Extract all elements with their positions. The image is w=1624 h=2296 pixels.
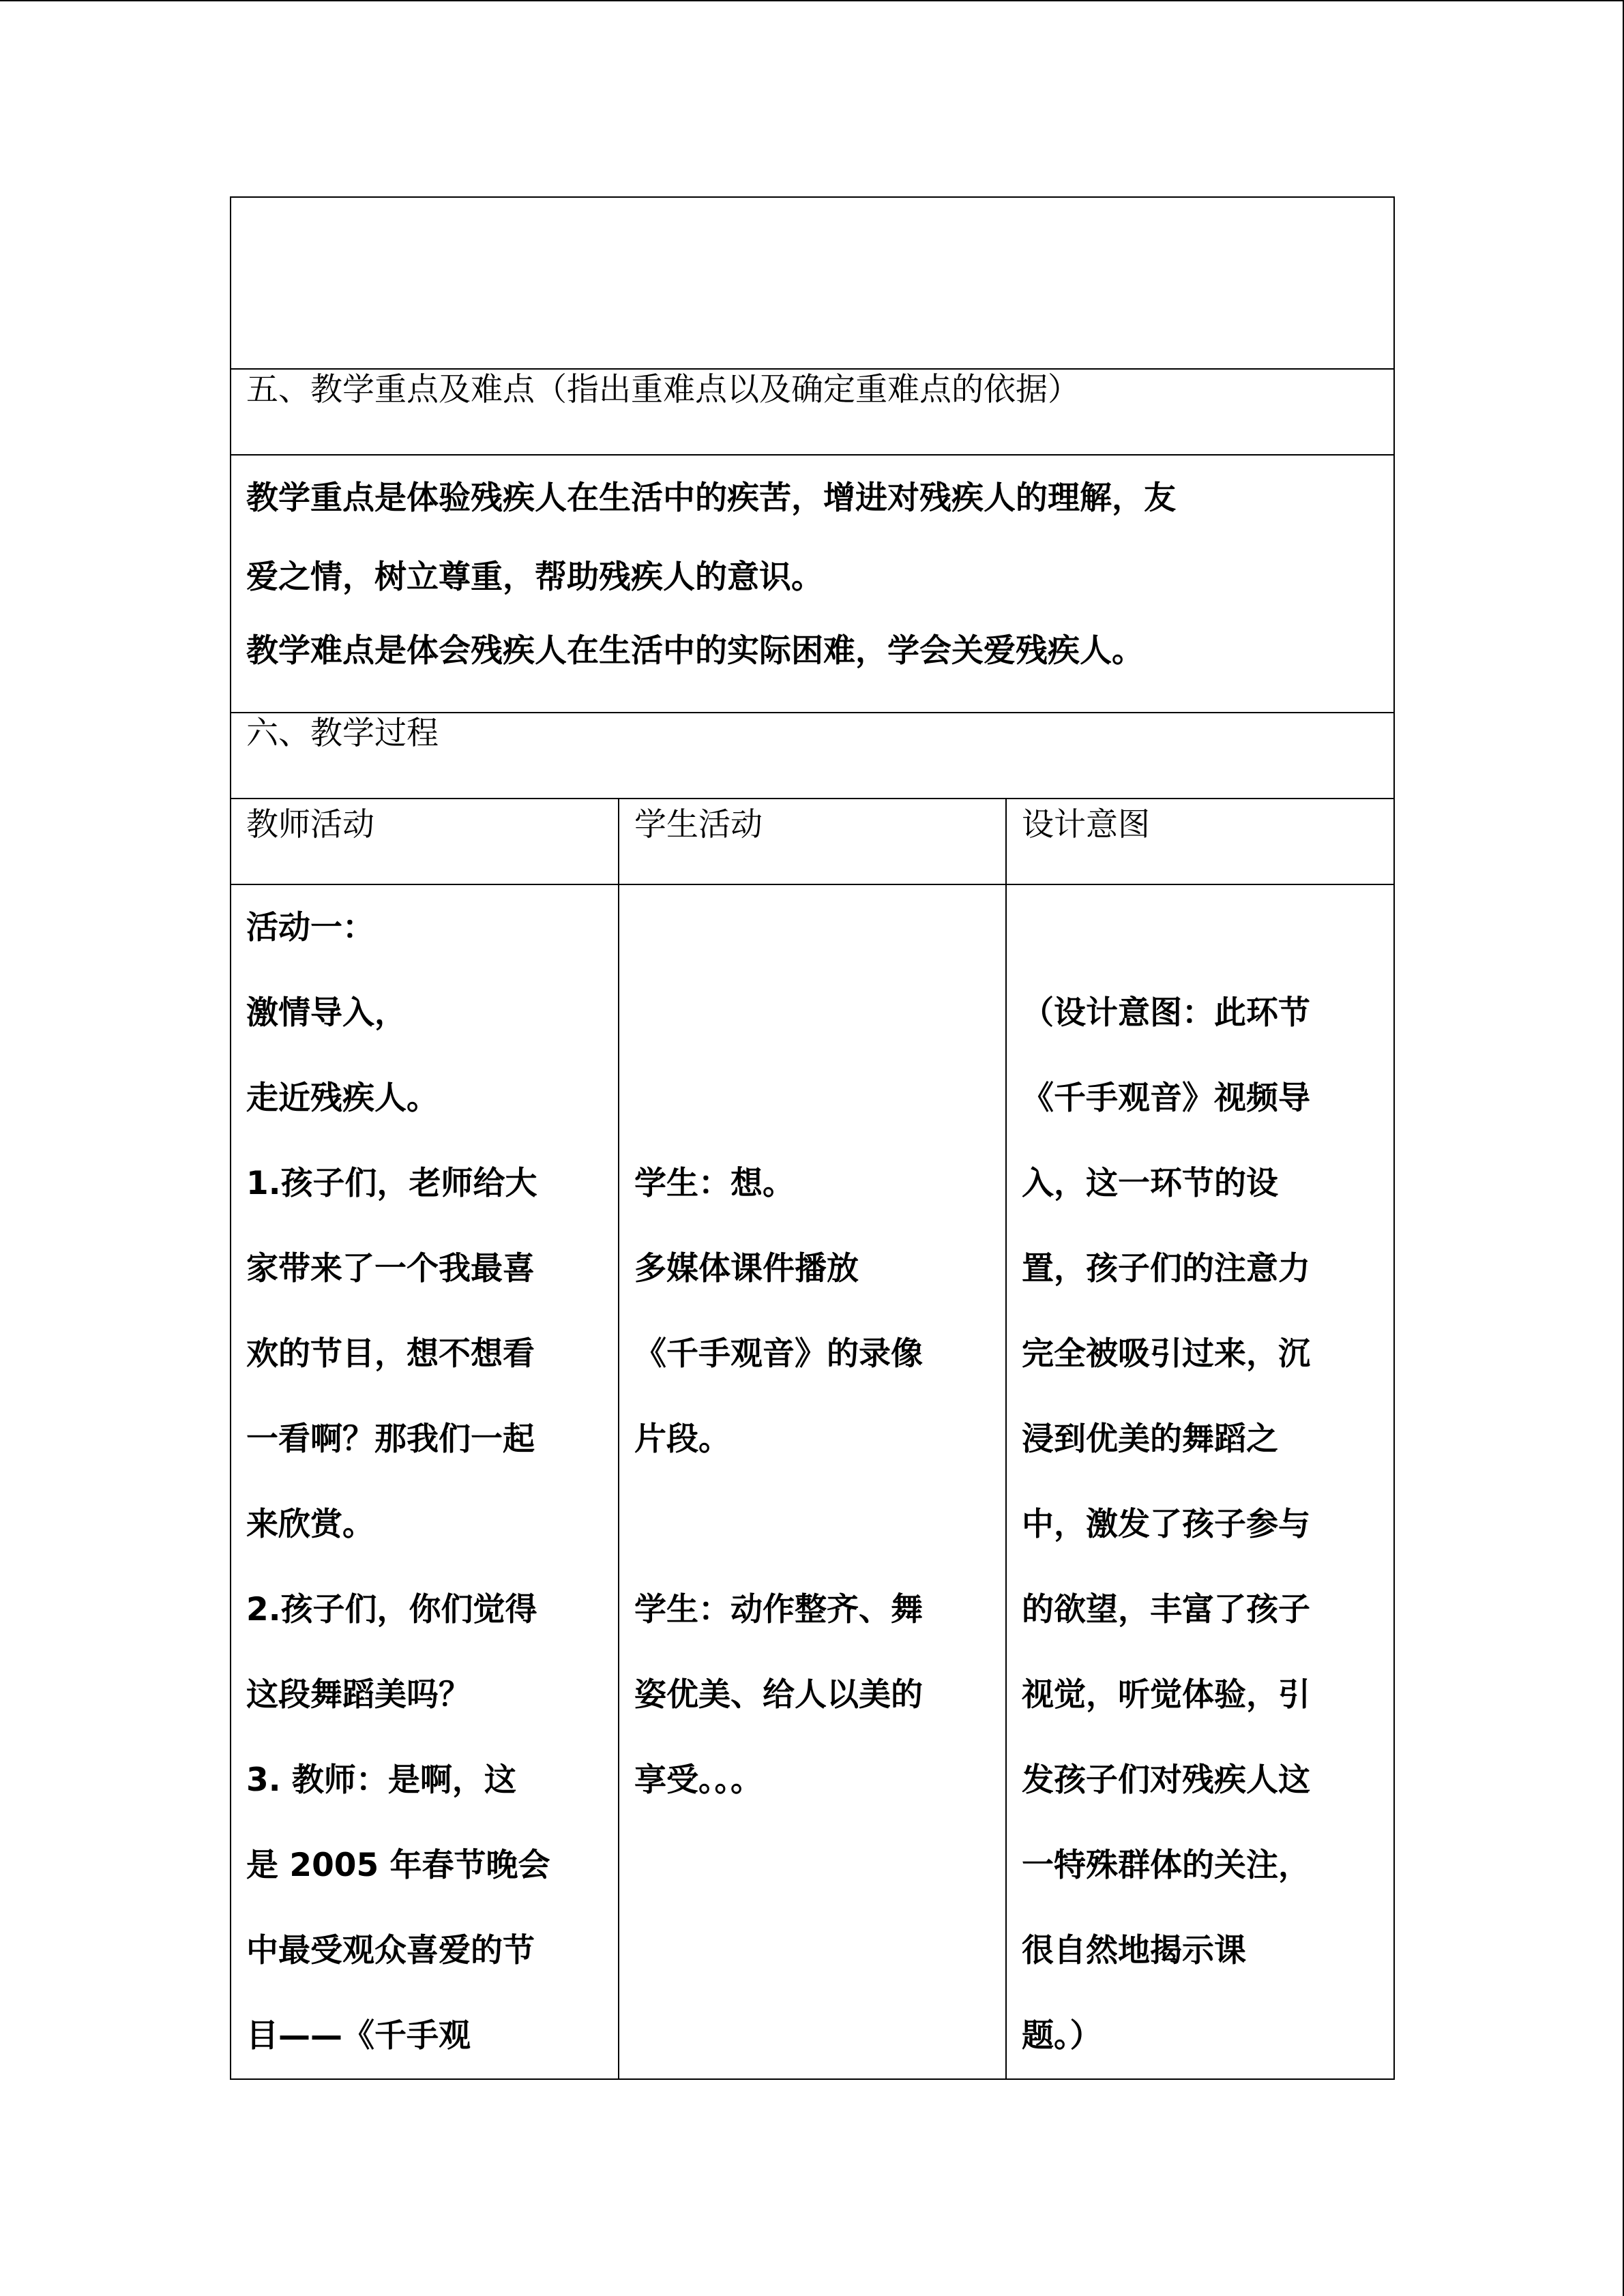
teacher-line: 欢的节目，想不想看 xyxy=(246,1335,535,1373)
design-line: 中，激发了孩子参与 xyxy=(1022,1506,1310,1543)
teacher-line: 3. 教师：是啊，这 xyxy=(246,1761,516,1799)
teacher-line: 来欣赏。 xyxy=(246,1506,374,1543)
section5-heading-row xyxy=(231,369,1394,455)
teacher-line: 2.孩子们，你们觉得 xyxy=(246,1591,537,1628)
teacher-line: 中最受观众喜爱的节 xyxy=(246,1932,535,1969)
key-point-line-2: 爱之情，树立尊重，帮助残疾人的意识。 xyxy=(246,558,823,596)
section5-title: 五、教学重点及难点（指出重难点以及确定重难点的依据） xyxy=(246,371,1080,408)
teacher-line: 家带来了一个我最喜 xyxy=(246,1250,535,1287)
key-points-block xyxy=(246,456,1378,688)
page-top-border xyxy=(0,0,1624,1)
column-header-student: 学生活动 xyxy=(619,799,1006,884)
design-line: 的欲望，丰富了孩子 xyxy=(1022,1591,1310,1628)
design-line: 《千手观音》视频导 xyxy=(1022,1079,1310,1117)
student-line: 学生：动作整齐、舞 xyxy=(634,1591,923,1628)
design-line: 很自然地揭示课 xyxy=(1022,1932,1246,1969)
student-line: 姿优美、给人以美的 xyxy=(634,1676,923,1714)
teacher-line: 激情导入， xyxy=(246,994,407,1032)
difficulty-line: 教学难点是体会残疾人在生活中的实际困难，学会关爱残疾人。 xyxy=(246,632,1144,670)
teacher-line: 一看啊？那我们一起 xyxy=(246,1420,535,1458)
section5-heading-cell xyxy=(231,369,1394,455)
section5-content-cell xyxy=(231,455,1394,713)
teacher-line: 1.孩子们，老师给大 xyxy=(246,1165,537,1202)
teacher-line: 这段舞蹈美吗？ xyxy=(246,1676,471,1714)
student-line: 享受。。。 xyxy=(634,1761,763,1799)
empty-cell xyxy=(231,197,1394,369)
student-line: 多媒体课件播放 xyxy=(634,1250,859,1287)
column-header-teacher: 教师活动 xyxy=(231,799,619,884)
teacher-activity-cell xyxy=(231,884,619,2079)
design-line: 视觉，听觉体验，引 xyxy=(1022,1676,1310,1714)
empty-row xyxy=(231,197,1394,369)
student-line: 《千手观音》的录像 xyxy=(634,1335,923,1373)
column-header-design: 设计意图 xyxy=(1006,799,1394,884)
design-line: 置，孩子们的注意力 xyxy=(1022,1250,1310,1287)
student-line: 学生：想。 xyxy=(634,1165,795,1202)
teacher-line: 走近残疾人。 xyxy=(246,1079,439,1117)
teacher-activity-text xyxy=(246,885,603,2078)
key-point-line-1: 教学重点是体验残疾人在生活中的疾苦，增进对残疾人的理解，友 xyxy=(246,479,1176,517)
process-body-row xyxy=(231,884,1394,2079)
design-line: 完全被吸引过来，沉 xyxy=(1022,1335,1310,1373)
section6-heading-row xyxy=(231,713,1394,799)
design-line: 浸到优美的舞蹈之 xyxy=(1022,1420,1278,1458)
design-line: 入，这一环节的设 xyxy=(1022,1165,1278,1202)
student-line: 片段。 xyxy=(634,1420,730,1458)
student-activity-text xyxy=(634,885,990,1823)
design-intent-cell xyxy=(1006,884,1394,2079)
process-header-row xyxy=(231,799,1394,884)
teacher-line: 目——《千手观 xyxy=(246,2017,471,2055)
teacher-line: 是 2005 年春节晚会 xyxy=(246,1847,550,1884)
design-line: （设计意图：此环节 xyxy=(1022,994,1310,1032)
lesson-plan-table xyxy=(230,196,1395,2080)
section6-title: 六、教学过程 xyxy=(246,715,439,752)
design-intent-text xyxy=(1022,885,1378,2078)
student-activity-cell xyxy=(619,884,1006,2079)
design-line: 发孩子们对残疾人这 xyxy=(1022,1761,1310,1799)
section5-content-row xyxy=(231,455,1394,713)
section6-heading-cell xyxy=(231,713,1394,799)
design-line: 题。） xyxy=(1022,2017,1102,2055)
design-line: 一特殊群体的关注， xyxy=(1022,1847,1310,1884)
teacher-line: 活动一： xyxy=(246,909,374,946)
